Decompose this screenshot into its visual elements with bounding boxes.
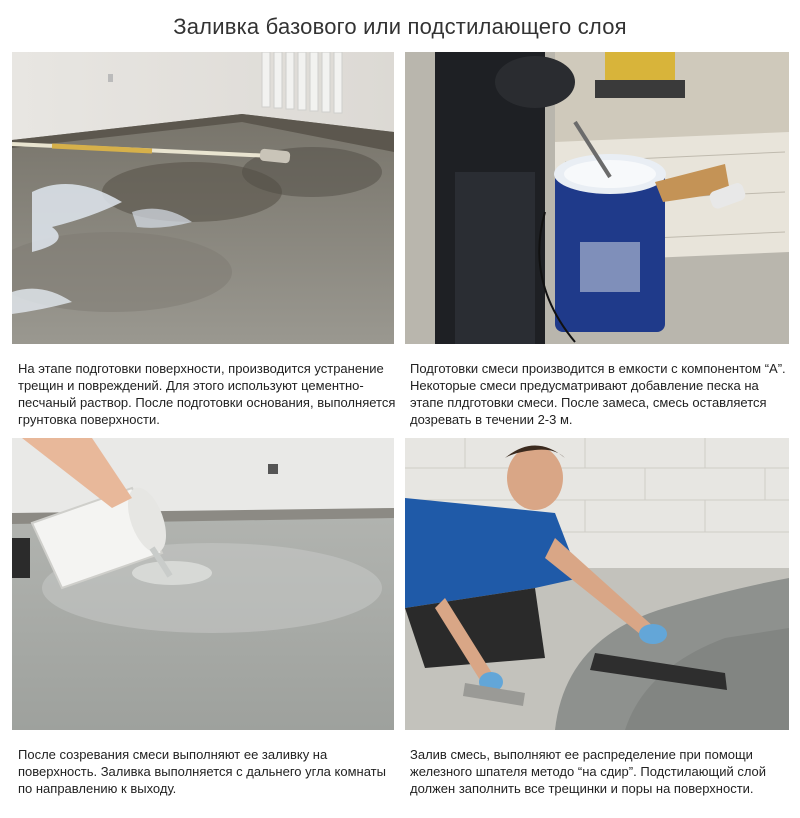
photo-mixing-bucket bbox=[405, 52, 789, 344]
caption-step-3: После созревания смеси выполняют ее заливку на поверхность. Заливка выполняется с дальнего угла комнаты по направлению к выходу. bbox=[18, 747, 386, 796]
page-title: Заливка базового или подстилающего слоя bbox=[173, 14, 627, 39]
caption-step-1: На этапе подготовки поверхности, производится устранение трещин и повреждений. Для этого используют цементно-песчаный раствор. После подготовки основания, выполняется грунтовка поверхности. bbox=[18, 361, 396, 427]
photo-pouring-mixture bbox=[12, 438, 394, 730]
photo-priming-floor bbox=[12, 52, 394, 344]
photo-spreading-trowel bbox=[405, 438, 789, 730]
caption-step-2: Подготовки смеси производится в емкости с компонентом “А”. Некоторые смеси предусматривают добавление песка на этапе плдготовки смеси. После замеса, смесь оставляется дозревать в течении 2-3 м. bbox=[410, 361, 786, 427]
caption-step-4: Залив смесь, выполняют ее распределение при помощи железного шпателя методо “на сдир”. Подстилающий слой должен заполнить все трещинки и поры на поверхности. bbox=[410, 747, 767, 796]
